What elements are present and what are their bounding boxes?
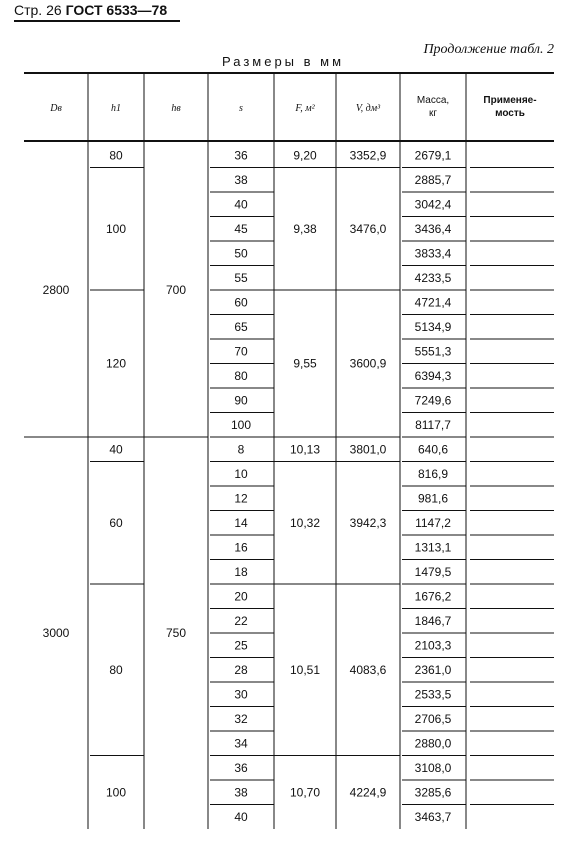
cell-s: 45 [234,221,248,236]
cell-s: 38 [234,785,248,800]
cell-mass: 1479,5 [414,564,452,579]
cell-s: 8 [237,442,245,457]
cell-mass: 3833,4 [414,246,452,261]
cell-mass: 4233,5 [414,270,452,285]
header-usage-line1: Применяе- [483,95,537,106]
cell-mass: 3108,0 [414,760,452,775]
cell-mass: 5134,9 [414,319,452,334]
cell-v: 4083,6 [349,662,387,677]
cell-s: 12 [234,491,248,506]
header-usage-line2: мость [495,108,525,119]
cell-mass: 1147,2 [415,515,451,530]
header-v: V, дм³ [355,103,381,114]
cell-v: 3600,9 [349,356,387,371]
cell-mass: 1313,1 [414,540,452,555]
cell-mass: 1846,7 [414,613,452,628]
cell-mass: 8117,7 [415,417,451,432]
cell-s: 14 [234,515,248,530]
cell-s: 28 [234,662,248,677]
cell-f: 9,55 [293,356,317,371]
cell-s: 90 [234,393,248,408]
cell-s: 100 [230,417,252,432]
table-grid [24,73,554,838]
header-s: s [239,103,243,114]
cell-d: 3000 [42,626,70,640]
cell-s: 55 [234,270,248,285]
cell-mass: 2103,3 [414,638,452,653]
page-number: Стр. 26 [14,2,62,18]
cell-s: 40 [234,197,248,212]
header-mass-line1: Масса, [416,95,450,106]
header-mass-line2: кг [428,108,438,119]
page-header [14,2,167,18]
header-f: F, м² [295,103,315,114]
cell-mass: 2885,7 [414,172,452,187]
cell-mass: 3285,6 [414,785,452,800]
cell-f: 10,51 [289,662,321,677]
cell-h1: 40 [109,442,123,457]
cell-s: 80 [234,368,248,383]
header-hv: hв [171,103,181,114]
cell-v: 4224,9 [349,785,387,800]
cell-h1: 120 [105,356,127,371]
cell-mass: 7249,6 [414,393,452,408]
cell-mass: 6394,3 [414,368,452,383]
cell-mass: 2706,5 [414,711,452,726]
cell-s: 25 [234,638,248,653]
cell-s: 32 [234,711,248,726]
cell-f: 10,13 [289,442,321,457]
cell-mass: 5551,3 [414,344,452,359]
header-d: Dв [50,103,62,114]
units-label: Размеры в мм [222,54,345,69]
cell-s: 18 [234,564,248,579]
cell-mass: 2533,5 [414,687,452,702]
cell-s: 40 [234,809,248,824]
cell-mass: 2361,0 [414,662,452,677]
cell-v: 3476,0 [349,221,387,236]
cell-s: 20 [234,589,248,604]
cell-s: 10 [234,466,248,481]
cell-f: 10,32 [289,515,321,530]
cell-s: 22 [234,613,248,628]
cell-mass: 4721,4 [414,295,452,310]
cell-f: 9,20 [293,148,317,163]
standard-code: ГОСТ 6533—78 [65,2,168,18]
data-table [24,73,554,838]
cell-f: 10,70 [289,785,321,800]
cell-mass: 3436,4 [414,221,452,236]
cell-s: 65 [234,319,248,334]
cell-mass: 640,6 [417,442,449,457]
cell-h1: 60 [109,515,123,530]
cell-s: 16 [234,540,248,555]
cell-hv: 700 [165,283,187,297]
cell-s: 34 [234,736,248,751]
cell-s: 70 [234,344,248,359]
cell-v: 3801,0 [349,442,387,457]
cell-mass: 2679,1 [414,148,452,163]
cell-mass: 2880,0 [414,736,452,751]
cell-v: 3352,9 [349,148,387,163]
cell-h1: 100 [105,785,127,800]
cell-h1: 80 [109,662,123,677]
cell-mass: 3463,7 [414,809,452,824]
cell-s: 38 [234,172,248,187]
cell-v: 3942,3 [349,515,387,530]
cell-f: 9,38 [293,221,317,236]
cell-s: 36 [234,760,248,775]
cell-s: 30 [234,687,248,702]
header-rule [14,20,180,22]
cell-h1: 100 [105,221,127,236]
cell-mass: 981,6 [417,491,449,506]
cell-mass: 816,9 [417,466,449,481]
header-h1: h1 [111,103,121,114]
cell-s: 36 [234,148,248,163]
cell-s: 50 [234,246,248,261]
cell-h1: 80 [109,148,123,163]
cell-s: 60 [234,295,248,310]
continuation-label: Продолжение табл. 2 [423,42,554,57]
cell-mass: 1676,2 [414,589,452,604]
cell-d: 2800 [42,283,70,297]
cell-hv: 750 [165,626,187,640]
cell-mass: 3042,4 [414,197,452,212]
